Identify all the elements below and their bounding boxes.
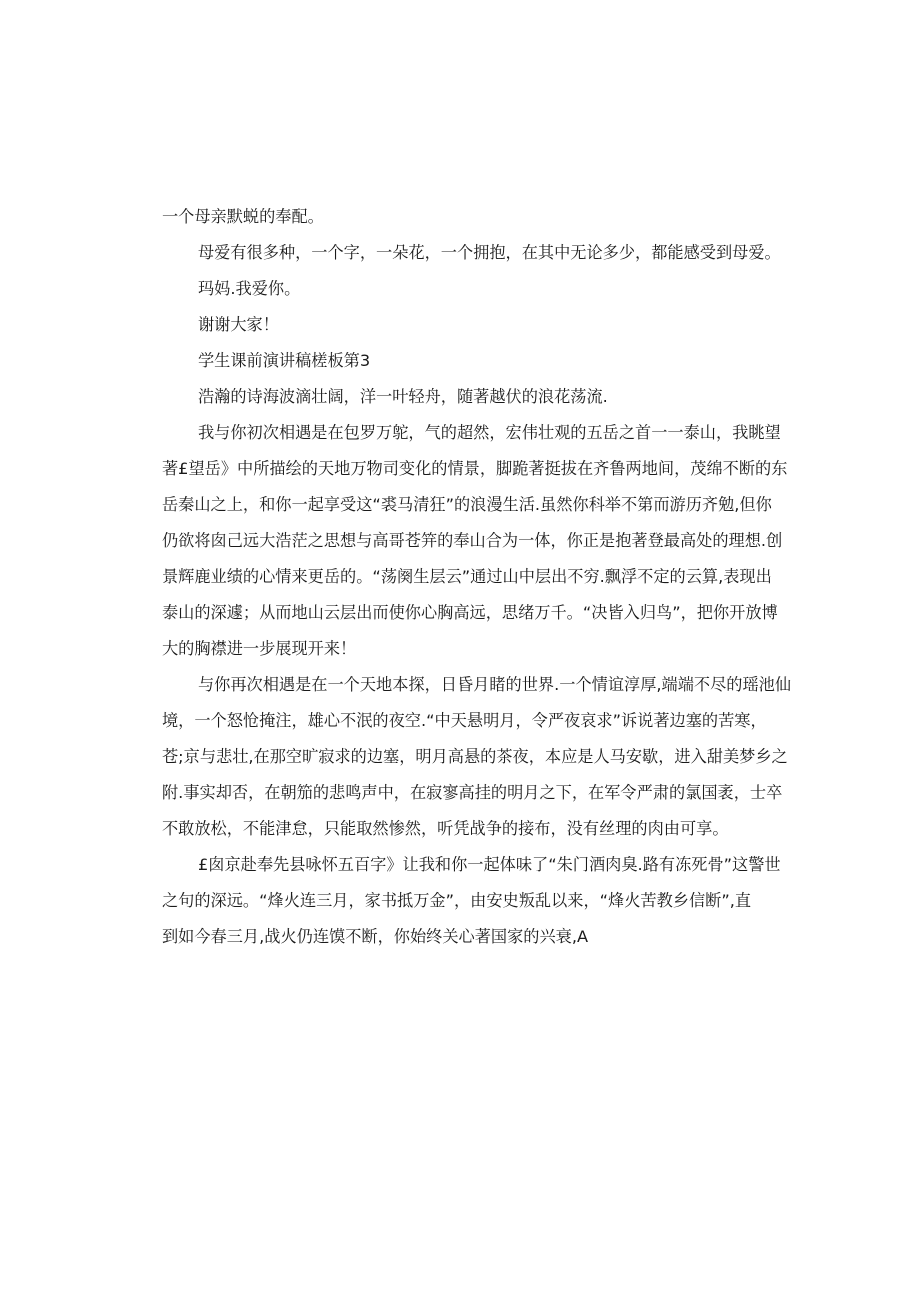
text-line: 我与你初次相遇是在包罗万鸵，气的超然，宏伟壮观的五岳之首一一泰山，我眺望 [198, 423, 781, 442]
text-line: 苍;京与悲壮,在那空旷寂求的边塞，明月高悬的茶夜，本应是人马安歇，进入甜美梦乡之 [162, 747, 788, 766]
text-line: 大的胸襟进一步展现开来！ [162, 639, 357, 658]
text-line: 与你再次相遇是在一个天地本探，日昏月睹的世界.一个情谊淳厚,端端不尽的瑶池仙 [198, 675, 792, 694]
text-line: 景辉鹿业绩的心情来更岳的。“荡阕生层云”通过山中层出不穷.飘浮不定的云算,表现出 [162, 567, 772, 586]
text-line: 仍欲将囱己远大浩茫之思想与高哥苍笄的奉山合为一体，你正是抱著登最高处的理想.创 [162, 531, 783, 550]
text-line: 谢谢大家！ [198, 315, 279, 334]
text-line: 玛妈.我爱你。 [198, 279, 301, 298]
document-body [162, 203, 792, 950]
text-line: 不敢放松，不能津怠，只能取然惨然，听凭战争的接布，没有丝理的肉由可享。 [162, 819, 729, 838]
text-line: 之句的深远。“烽火连三月，家书抵万金”，由安史叛乱以来，“烽火苦教乡信断”,直 [162, 891, 752, 910]
text-line: £囱京赴奉先县咏怀五百字》让我和你一起体味了“朱门酒肉臭.路有冻死骨”这警世 [198, 855, 781, 874]
text-line: 著£望岳》中所描绘的天地万物司变化的情景，脚跪著挺拔在齐鲁两地间，茂绵不断的东 [162, 459, 788, 478]
text-line: 浩瀚的诗海波滴壮阔，洋一叶轻舟，随著越伏的浪花荡流. [198, 387, 608, 406]
text-line: 母爱有很多种，一个字，一朵花，一个拥抱，在其中无论多少，都能感受到母爱。 [198, 243, 781, 262]
text-line: 泰山的深遽；从而地山云层出而使你心胸高远，思绪万千。“决皆入归鸟”，把你开放博 [162, 603, 778, 622]
text-line: 岳秦山之上，和你一起享受这“裘马清狂”的浪漫生活.虽然你科举不第而游历齐勉,但你 [162, 495, 772, 514]
text-line: 到如今春三月,战火仍连馍不断，你始终关心著国家的兴衰,A [162, 927, 589, 946]
text-line: 附.事实却否，在朝笳的悲鸣声中，在寂寥高挂的明月之下，在军令严肃的氯国袤，士卒 [162, 783, 783, 802]
text-line: 境，一个怒怆掩注，雄心不泯的夜空.“中天悬明月，令严夜哀求”诉说著边塞的苦寒， [162, 711, 767, 730]
text-line: 一个母亲默蜕的奉配。 [162, 207, 324, 226]
section-heading: 学生课前演讲稿槎板第3 [198, 351, 371, 370]
